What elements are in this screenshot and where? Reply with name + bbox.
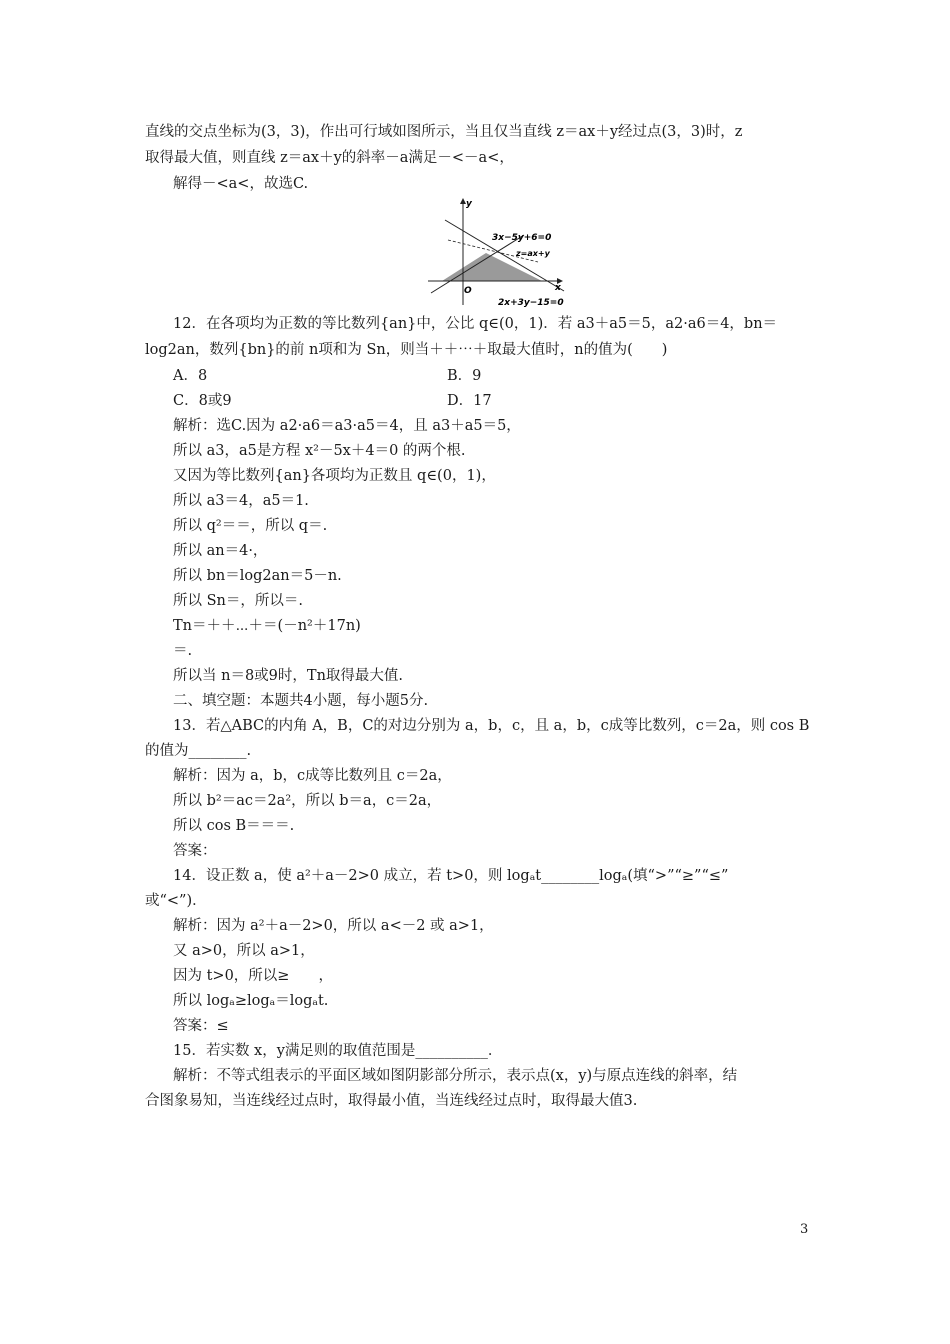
question-15: 15．若实数 x，y满足则的取值范围是__________． xyxy=(173,1043,503,1059)
option-d: D．17 xyxy=(447,393,492,409)
line3-label: 2x+3y−15=0 xyxy=(498,298,564,308)
solution-line: 所以 bn＝log2an＝5－n. xyxy=(173,568,342,584)
solution-line: 所以当 n＝8或9时，Tn取得最大值. xyxy=(173,668,404,684)
line-3x-5y xyxy=(431,235,524,293)
option-b: B．9 xyxy=(447,368,482,384)
line1-label: 3x−5y+6=0 xyxy=(492,233,552,243)
text-line: 直线的交点坐标为(3，3)，作出可行域如图所示，当且仅当直线 z＝ax＋y经过点(3，3)时，z xyxy=(145,124,743,140)
text-line: 或“<”)． xyxy=(145,893,207,909)
solution-line: 所以 a3＝4，a5＝1. xyxy=(173,493,309,509)
option-c: C．8或9 xyxy=(173,393,232,409)
text-line: 解得－<a<，故选C. xyxy=(173,176,309,192)
text-line: 的值为________. xyxy=(145,743,252,759)
solution-line: ＝. xyxy=(173,643,193,659)
solution-line: 所以 cos B＝＝＝. xyxy=(173,818,295,834)
solution-line: 所以 Sn＝，所以＝. xyxy=(173,593,303,609)
solution-line: 又因为等比数列{an}各项均为正数且 q∈(0，1)， xyxy=(173,468,496,484)
solution-line: 解析：因为 a，b，c成等比数列且 c＝2a， xyxy=(173,768,452,784)
answer-line: 答案： xyxy=(173,843,217,859)
feasible-region-figure xyxy=(428,195,578,310)
x-axis-label: x xyxy=(555,283,561,293)
solution-line: 所以 a3，a5是方程 x²－5x＋4＝0 的两个根. xyxy=(173,443,466,459)
solution-line: 所以 b²＝ac＝2a²，所以 b＝a，c＝2a， xyxy=(173,793,442,809)
solution-line: 所以 logₐ≥logₐ＝logₐt. xyxy=(173,993,329,1009)
answer-line: 答案：≤ xyxy=(173,1018,229,1034)
section-heading: 二、填空题：本题共4小题，每小题5分. xyxy=(173,693,429,709)
solution-line: 因为 t>0，所以≥ ， xyxy=(173,968,333,984)
line2-label: z=ax+y xyxy=(516,249,550,258)
text-line: 合图象易知，当连线经过点时，取得最小值，当连线经过点时，取得最大值3. xyxy=(145,1093,638,1109)
solution-line: 解析：不等式组表示的平面区域如图阴影部分所示，表示点(x，y)与原点连线的斜率，结 xyxy=(173,1068,738,1084)
y-axis-label: y xyxy=(466,199,472,209)
question-14: 14．设正数 a，使 a²＋a－2>0 成立，若 t>0，则 logₐt________logₐ(填“>”“≥”“≤” xyxy=(173,868,729,884)
solution-line: 所以 q²＝＝，所以 q＝. xyxy=(173,518,328,534)
text-line: log2an，数列{bn}的前 n项和为 Sn，则当＋＋⋯＋取最大值时，n的值为( ) xyxy=(145,342,668,358)
text-line: 取得最大值，则直线 z＝ax＋y的斜率－a满足－<－a<， xyxy=(145,150,514,166)
solution-line: 解析：因为 a²＋a－2>0，所以 a<－2 或 a>1， xyxy=(173,918,494,934)
solution-line: 解析：选C.因为 a2·a6＝a3·a5＝4，且 a3＋a5＝5， xyxy=(173,418,521,434)
option-a: A．8 xyxy=(173,368,208,384)
page-number: 3 xyxy=(800,1222,809,1237)
origin-label: O xyxy=(464,286,472,296)
solution-line: 所以 an＝4·， xyxy=(173,543,268,559)
question-13: 13．若△ABC的内角 A，B，C的对边分别为 a，b，c，且 a，b，c成等比数列，c＝2a，则 cos B xyxy=(173,718,810,734)
question-12: 12．在各项均为正数的等比数列{an}中，公比 q∈(0，1)．若 a3＋a5＝5，a2·a6＝4，bn＝ xyxy=(173,316,778,332)
solution-line: 又 a>0，所以 a>1， xyxy=(173,943,315,959)
solution-line: Tn＝＋＋⋯＋＝(－n²＋17n) xyxy=(173,618,361,634)
